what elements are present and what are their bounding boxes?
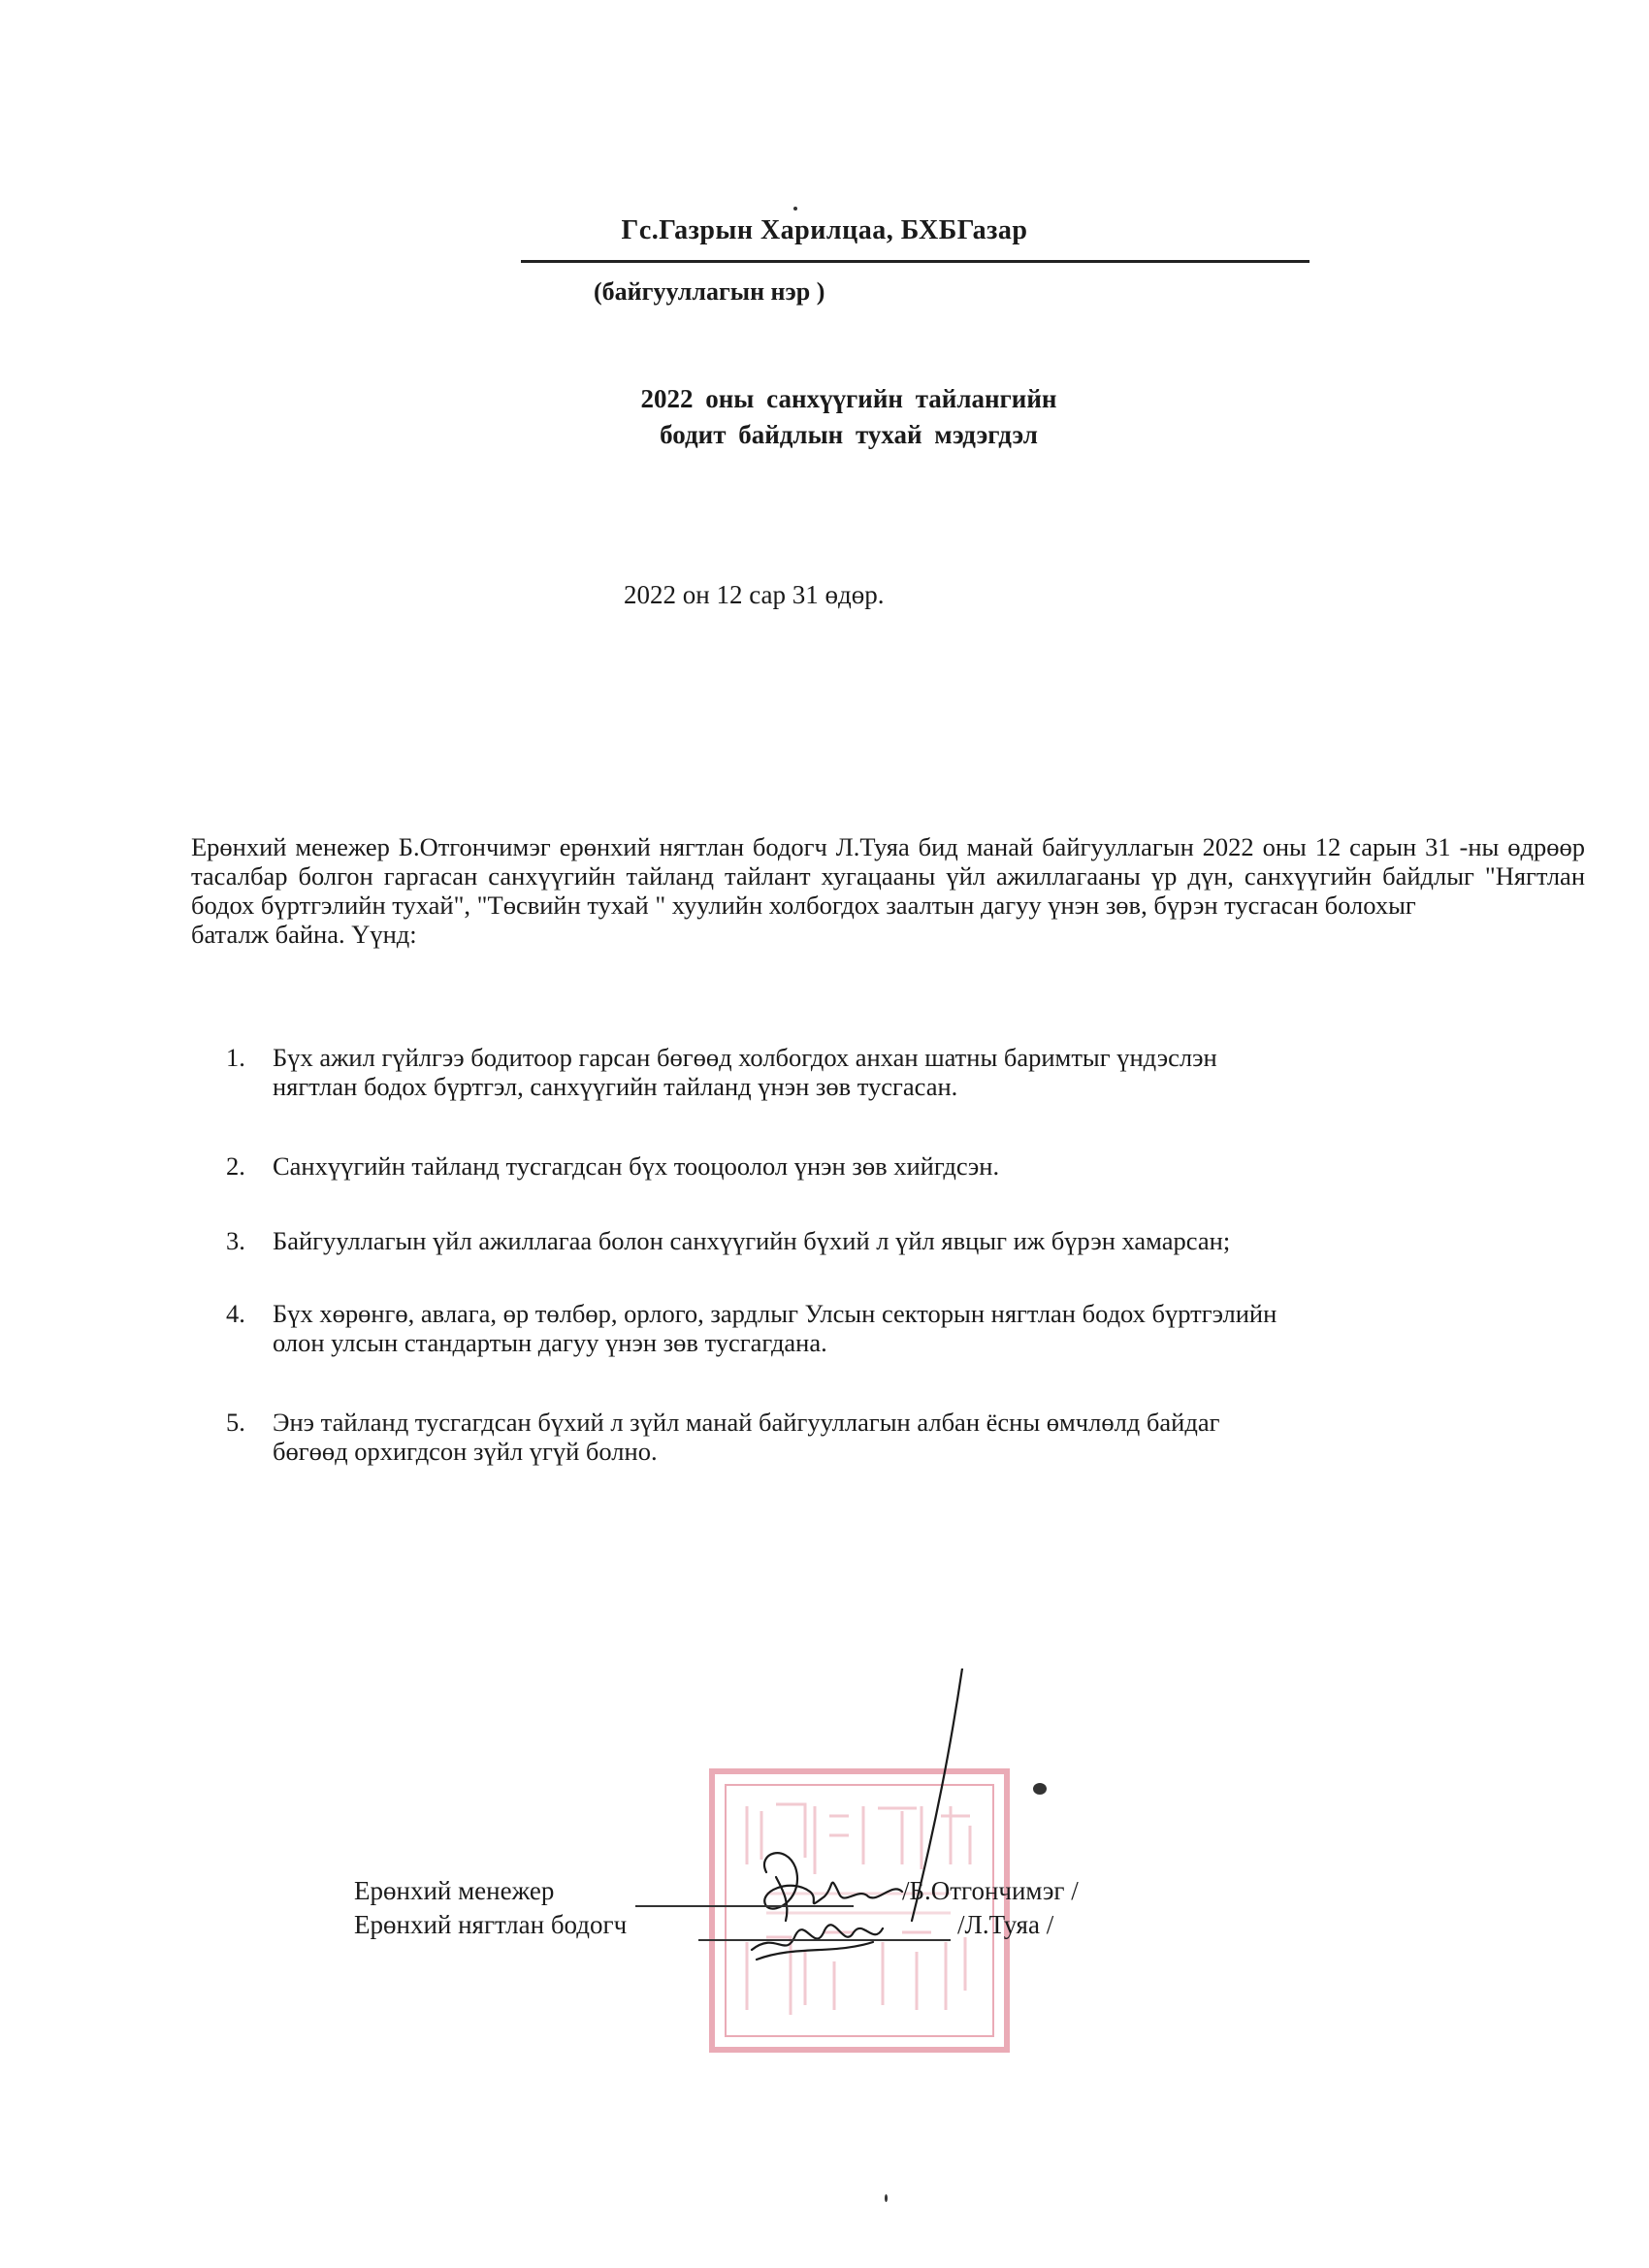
title-line-1: 2022 оны санхүүгийн тайлангийн <box>640 384 1057 413</box>
intro-text: Ерөнхий менежер Б.Отгончимэг ерөнхий нягтлан бодогч Л.Туяа бид манай байгууллагын 2022 оны 12 сарын 31 -ны өдрөөр тасалбар болгон гаргасан санхүүгийн тайланд тайлант хугацааны үйл ажиллагааны үр дүн, санхүүгийн байдлыг "Нягтлан бодох бүртгэлийн тухай", "Төсвийн тухай " хуулийн холбогдох заалтын дагуу үнэн зөв, бүрэн тусгасан болохыг <box>191 832 1585 920</box>
list-item-text: Байгууллагын үйл ажиллагаа болон санхүүгийн бүхий л үйл явцыг иж бүрэн хамарсан; <box>273 1226 1231 1255</box>
document-title <box>0 381 1649 453</box>
list-item-text: Бүх ажил гүйлгээ бодитоор гарсан бөгөөд холбогдох анхан шатны баримтыг үндэслэн <box>273 1043 1217 1072</box>
organization-underline <box>521 260 1310 263</box>
signature-role: Ерөнхий менежер <box>354 1876 555 1905</box>
list-item-number: 3. <box>226 1226 245 1255</box>
scan-speck <box>1033 1783 1047 1795</box>
organization-caption: (байгууллагын нэр ) <box>594 277 825 306</box>
intro-paragraph <box>191 832 1585 949</box>
list-item-number: 4. <box>226 1299 245 1328</box>
list-item-text: Санхүүгийн тайланд тусгагдсан бүх тооцоолол үнэн зөв хийгдсэн. <box>273 1151 1000 1181</box>
signature-name: /Л.Туяа / <box>957 1910 1054 1939</box>
list-item-text: бөгөөд орхигдсон зүйл үгүй болно. <box>273 1437 658 1466</box>
list-item-text: олон улсын стандартын дагуу үнэн зөв тусгагдана. <box>273 1328 827 1357</box>
list-item-number: 5. <box>226 1408 245 1437</box>
document-date: 2022 он 12 сар 31 өдөр. <box>624 580 885 609</box>
signature-role: Ерөнхий нягтлан бодогч <box>354 1910 628 1939</box>
intro-text-end: баталж байна. Үүнд: <box>191 920 417 949</box>
scan-speck <box>793 207 797 211</box>
list-item-text: нягтлан бодох бүртгэл, санхүүгийн тайланд үнэн зөв тусгасан. <box>273 1072 958 1101</box>
organization-name: Гс.Газрын Харилцаа, БХБГазар <box>621 215 1028 245</box>
signature-name: /Б.Отгончимэг / <box>902 1876 1079 1905</box>
signature-line <box>635 1905 854 1907</box>
list-item-text: Энэ тайланд тусгагдсан бүхий л зүйл манай байгууллагын албан ёсны өмчлөлд байдаг <box>273 1408 1220 1437</box>
list-item-number: 2. <box>226 1151 245 1181</box>
title-line-2: бодит байдлын тухай мэдэгдэл <box>660 420 1038 449</box>
list-item-text: Бүх хөрөнгө, авлага, өр төлбөр, орлого, зардлыг Улсын секторын нягтлан бодох бүртгэлийн <box>273 1299 1277 1328</box>
signature-line <box>698 1939 951 1941</box>
list-item-number: 1. <box>226 1043 245 1072</box>
scan-speck <box>885 2194 888 2202</box>
